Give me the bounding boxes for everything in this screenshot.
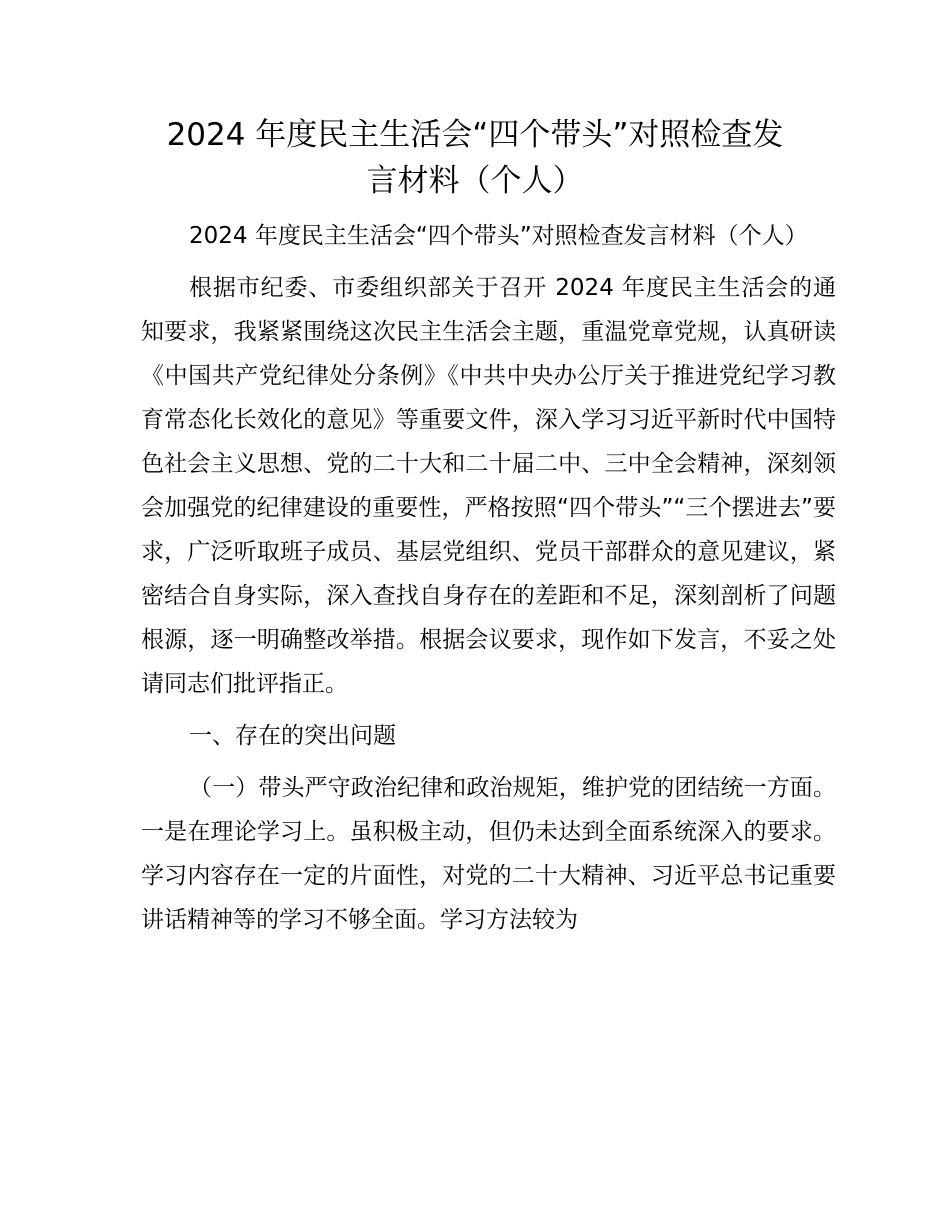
paragraph-intro: 根据市纪委、市委组织部关于召开 2024 年度民主生活会的通知要求，我紧紧围绕这次民主生活会主题，重温党章党规，认真研读《中国共产党纪律处分条例》《中共中央办公厅关于推进党纪学习教育常态化长效化的意见》等重要文件，深入学习习近平新时代中国特色社会主义思想、党的二十大和二十届二中、三中全会精神，深刻领会加强党的纪律建设的重要性，严格按照“四个带头”“三个摆进去”要求，广泛听取班子成员、基层党组织、党员干部群众的意见建议，紧密结合自身实际，深入查找自身存在的差距和不足，深刻剖析了问题根源，逐一明确整改举措。根据会议要求，现作如下发言，不妥之处请同志们批评指正。 [141,275,836,697]
document-title-line-1: 2024 年度民主生活会“四个带头”对照检查发 [166,117,784,153]
document-body [141,214,836,950]
section-heading: 一、存在的突出问题 [189,723,396,749]
document-title-line-2: 言材料（个人） [366,163,584,199]
paragraph-subtitle: 2024 年度民主生活会“四个带头”对照检查发言材料（个人） [189,223,808,249]
document-title [120,112,830,204]
paragraph-section-1: （一）带头严守政治纪律和政治规矩，维护党的团结统一方面。一是在理论学习上。虽积极主动，但仍未达到全面系统深入的要求。学习内容存在一定的片面性，对党的二十大精神、习近平总书记重要讲话精神等的学习不够全面。学习方法较为 [141,775,836,933]
